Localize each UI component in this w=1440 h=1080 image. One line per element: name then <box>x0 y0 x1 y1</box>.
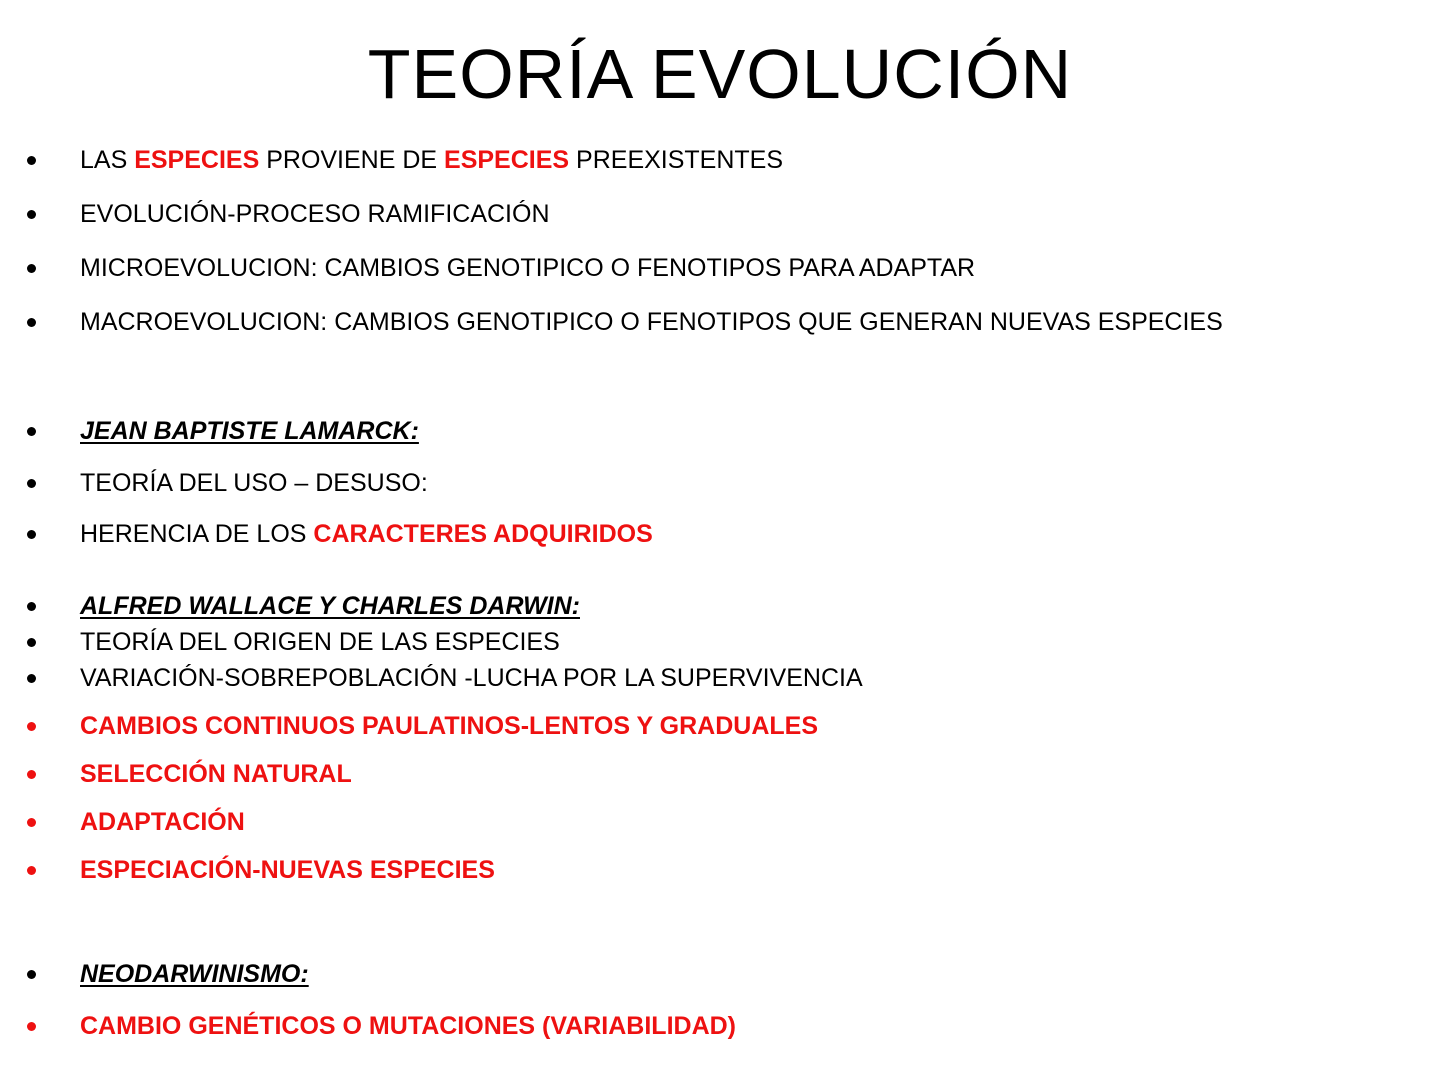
list-item-text: VARIACIÓN-SOBREPOBLACIÓN -LUCHA POR LA SUPERVIVENCIA <box>80 664 863 692</box>
list-item-adaptacion <box>0 805 1440 839</box>
list-item-text: ADAPTACIÓN <box>80 808 245 836</box>
highlight-text: ESPECIES <box>134 146 260 174</box>
list-item-text <box>80 517 653 551</box>
section-heading-wallace-darwin <box>0 589 1440 623</box>
list-item-text: ESPECIACIÓN-NUEVAS ESPECIES <box>80 856 495 884</box>
list-item-uso-desuso <box>0 466 1440 500</box>
bullet-icon <box>27 427 36 436</box>
list-item-text: MACROEVOLUCION: CAMBIOS GENOTIPICO O FENOTIPOS QUE GENERAN NUEVAS ESPECIES <box>80 308 1223 336</box>
page-title: TEORÍA EVOLUCIÓN <box>367 35 1073 113</box>
list-item-text: EVOLUCIÓN-PROCESO RAMIFICACIÓN <box>80 200 550 228</box>
bullet-icon <box>27 318 36 327</box>
list-item-seleccion-natural <box>0 757 1440 791</box>
section-heading-text: JEAN BAPTISTE LAMARCK: <box>80 417 419 445</box>
text-segment: LAS <box>80 146 135 174</box>
list-item-mutaciones <box>0 1009 1440 1043</box>
bullet-icon <box>27 264 36 273</box>
bullet-icon <box>27 1022 36 1031</box>
list-item-text: CAMBIOS CONTINUOS PAULATINOS-LENTOS Y GRADUALES <box>80 712 819 740</box>
list-item-especies <box>0 143 1440 177</box>
list-item-text <box>80 143 783 177</box>
list-item-text: MICROEVOLUCION: CAMBIOS GENOTIPICO O FENOTIPOS PARA ADAPTAR <box>80 254 976 282</box>
bullet-icon <box>27 970 36 979</box>
section-heading-neodarwinismo <box>0 957 1440 991</box>
bullet-icon <box>27 638 36 647</box>
list-item-text: TEORÍA DEL USO – DESUSO: <box>80 469 428 497</box>
bullet-icon <box>27 674 36 683</box>
bullet-icon <box>27 210 36 219</box>
list-item-cambios-continuos <box>0 709 1440 743</box>
bullet-icon <box>27 530 36 539</box>
bullet-icon <box>27 156 36 165</box>
section-heading-text: NEODARWINISMO: <box>80 960 309 988</box>
text-segment: PROVIENE DE <box>259 146 445 174</box>
list-item-text: SELECCIÓN NATURAL <box>80 760 352 788</box>
text-segment: PREEXISTENTES <box>569 146 784 174</box>
section-heading-lamarck <box>0 414 1440 448</box>
bullet-icon <box>27 818 36 827</box>
highlight-text: ESPECIES <box>444 146 570 174</box>
list-item-text: TEORÍA DEL ORIGEN DE LAS ESPECIES <box>80 628 560 656</box>
section-heading-text: ALFRED WALLACE Y CHARLES DARWIN: <box>80 592 580 620</box>
text-segment: HERENCIA DE LOS <box>80 520 314 548</box>
list-item-herencia <box>0 517 1440 551</box>
bullet-icon <box>27 602 36 611</box>
bullet-icon <box>27 866 36 875</box>
list-item-variacion <box>0 661 1440 695</box>
bullet-icon <box>27 770 36 779</box>
bullet-icon <box>27 722 36 731</box>
list-item-especiacion <box>0 853 1440 887</box>
list-item-evolucion <box>0 197 1440 231</box>
highlight-text: CARACTERES ADQUIRIDOS <box>313 520 653 548</box>
list-item-text: CAMBIO GENÉTICOS O MUTACIONES (VARIABILIDAD) <box>80 1012 737 1040</box>
list-item-macroevolucion <box>0 305 1440 339</box>
bullet-icon <box>27 479 36 488</box>
list-item-microevolucion <box>0 251 1440 285</box>
list-item-origen-especies <box>0 625 1440 659</box>
